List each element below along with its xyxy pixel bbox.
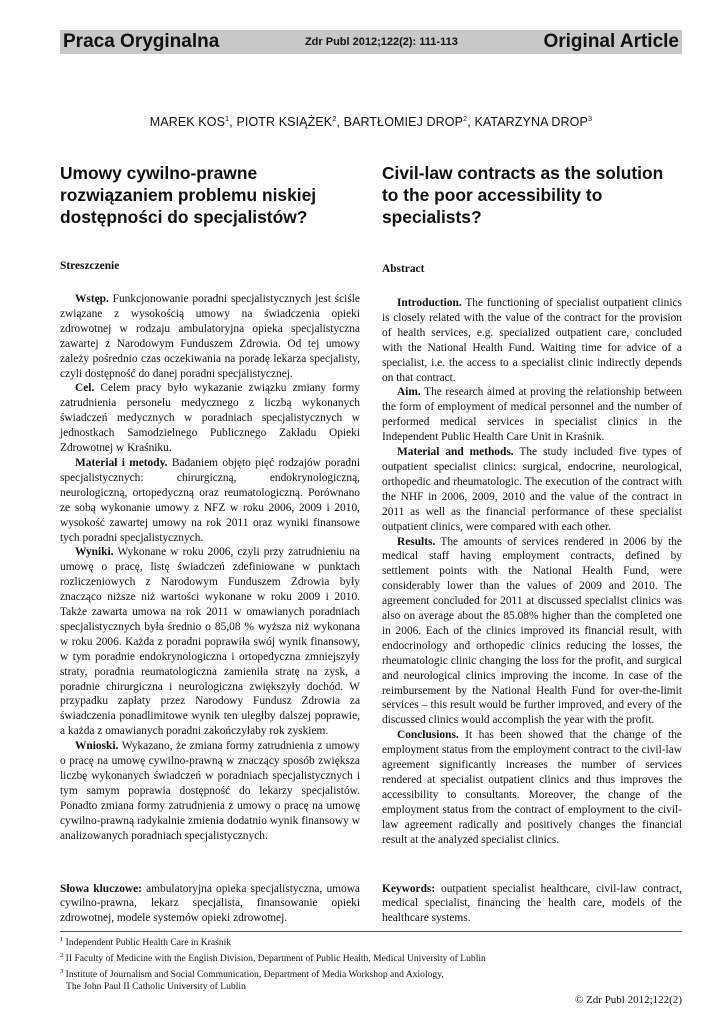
abstract-paragraph bbox=[382, 728, 682, 847]
footnote bbox=[60, 966, 682, 982]
author-name: MAREK KOS bbox=[149, 115, 226, 130]
paragraph-label: Wstęp. bbox=[75, 293, 109, 305]
footnote-text: Independent Public Health Care in Kraśnik bbox=[65, 937, 232, 949]
footnote bbox=[60, 934, 682, 950]
abstract-pl-heading: Streszczenie bbox=[60, 260, 120, 272]
paragraph-text: Celem pracy było wykazanie związku zmiany formy zatrudnienia personelu medycznego z liczbą wykonanych świadczeń medycznych w poradniach specjalistycznych w jednostkach Samodzielnego Publicznego Zakładu Opieki Zdrowotnej w Kraśniku. bbox=[60, 382, 360, 455]
keywords-english bbox=[382, 882, 682, 925]
paragraph-text: The amounts of services rendered in 2006 by the medical staff having employment contracts, defined by settlement points with the National Health Fund, were considerably lower than the values of 2009 and 2010. The agreement concluded for 2011 at discussed specialist clinics was also on average about the 85.08% higher than the completed one in 2006. Each of the clinics improved its financial result, with endocrinology and orthopedic clinics reducing the losses, the rheumatologic clinic changing the loss for the profit, and surgical and neurological clinics improving the income. In case of the reimbursement by the National Health Fund for over-the-limit services – this result would be further improved, and every of the discussed clinics would accomplish the year with the profit. bbox=[382, 535, 682, 727]
paragraph-text: The study included five types of outpatient specialist clinics: surgical, endocrine, neurological, orthopedic and rheumatologic. The execution of the contract with the NHF in 2006, 2009, 2010 and the value of the contract in 2011 as well as the financial performance of these specialist outpatient clinics, were compared with each other. bbox=[382, 446, 682, 533]
paragraph-label: Results. bbox=[397, 535, 436, 548]
abstract-paragraph bbox=[60, 381, 360, 456]
abstract-paragraph bbox=[60, 545, 360, 739]
keywords-text: ambulatoryjna opieka specjalistyczna, umowa cywilno-prawna, lekarz specjalista, finansowanie opieki zdrowotnej, modele systemów opieki zdrowotnej. bbox=[60, 883, 360, 924]
paragraph-label: Material and methods. bbox=[397, 446, 514, 459]
abstract-paragraph bbox=[382, 535, 682, 729]
footnote-text: II Faculty of Medicine with the English Division, Department of Public Health, Medical University of Lublin bbox=[65, 952, 486, 964]
paragraph-label: Materiał i metody. bbox=[75, 456, 168, 469]
journal-header-bar bbox=[60, 30, 682, 54]
abstract-en-heading: Abstract bbox=[382, 263, 425, 275]
paragraph-text: It has been showed that the change of the employment status from the employment contract to the civil-law agreement significantly increases the number of services rendered at specialist outpatient clinics and thus improves the accessibility to consultants. Moreover, the change of the employment status from the contract of employment to the civil-law agreement radically and positively changes the financial result at the analyzed specialist clinics. bbox=[382, 729, 682, 846]
abstract-pl-body bbox=[60, 292, 360, 844]
paragraph-label: Introduction. bbox=[397, 297, 462, 309]
keywords-polish bbox=[60, 882, 360, 925]
author-name: BARTŁOMIEJ DROP bbox=[343, 115, 464, 130]
abstract-paragraph bbox=[382, 445, 682, 534]
author-affiliation-mark: 3 bbox=[587, 114, 593, 123]
footnote bbox=[60, 950, 682, 966]
header-right-label: Original Article bbox=[543, 31, 679, 52]
header-citation: Zdr Publ 2012;122(2): 111-113 bbox=[304, 36, 458, 48]
paragraph-text: Wykonane w roku 2006, czyli przy zatrudnieniu na umowę o pracę, listę świadczeń zdefiniowane w punktach rozliczeniowych z Narodowym Funduszem Zdrowia były znacząco niższe niż wartości wykonane w roku 2009 i 2010. Także zawarta umowa na rok 2011 w omawianych poradniach specjalistycznych była średnio o 85,08 % wyższa niż wykonana w roku 2006. Każda z poradni poprawiła swój wynik finansowy, w tym poradnie endokrynologiczna i ortopedyczna zmniejszyły straty, poradnia reumatologiczna zamieniła stratę na zysk, a poradnie chirurgiczna i neurologiczna zwiększyły dochód. W przypadku zapłaty przez Narodowy Fundusz Zdrowia za świadczenia ponadlimitowe wynik ten uległby dalszej poprawie, a każda z omawianych poradni zakończyłaby rok zyskiem. bbox=[60, 546, 360, 738]
header-left-label: Praca Oryginalna bbox=[63, 31, 220, 52]
paragraph-text: Funkcjonowanie poradni specjalistycznych jest ściśle związane z wysokością umowy na świadczenia opieki zdrowotnej w rodzaju ambulatoryjna opieka specjalistyczna zawartej z Narodowym Funduszem Zdrowia. Od tej umowy zależy pośrednio czas oczekiwania na poradę lekarza specjalisty, czyli dostępność do danej poradni specjalistycznej. bbox=[60, 293, 360, 380]
footnote-divider bbox=[60, 931, 682, 932]
paragraph-label: Wnioski. bbox=[75, 740, 119, 753]
title-polish: Umowy cywilno-prawne rozwiązaniem problemu niskiej dostępności do specjalistów? bbox=[60, 163, 317, 227]
abstract-paragraph bbox=[382, 296, 682, 385]
paragraph-label: Wyniki. bbox=[75, 546, 114, 559]
paragraph-text: Wykazano, że zmiana formy zatrudnienia z umowy o pracę na umowę cywilno-prawną w znaczący sposób zwiększa liczbę wykonanych świadczeń w poradniach specjalistycznych i tym samym poprawia dostępność do lekarzy specjalistów. Ponadto zmiana formy zatrudnienia z umowy o pracę na umowę cywilno-prawną radykalnie zmienia dodatnio wynik finansowy w analizowanych poradniach specjalistycznych. bbox=[60, 740, 360, 842]
author-name: PIOTR KSIĄŻEK bbox=[236, 115, 333, 130]
author-name: KATARZYNA DROP bbox=[474, 115, 588, 130]
abstract-en-body bbox=[382, 296, 682, 848]
footnotes bbox=[60, 934, 682, 994]
keywords-label: Keywords: bbox=[382, 883, 436, 895]
paragraph-label: Cel. bbox=[75, 382, 95, 395]
paragraph-text: The research aimed at proving the relationship between the form of employment of medical personnel and the number of performed medical services in specialist clinics in the Independent Public Health Care Unit in Kraśnik. bbox=[382, 386, 682, 444]
copyright-notice: © Zdr Publ 2012;122(2) bbox=[574, 994, 682, 1006]
abstract-paragraph bbox=[60, 456, 360, 545]
footnote-mark: 3 bbox=[60, 967, 64, 975]
keywords-text: outpatient specialist healthcare, civil-law contract, medical specialist, financing the health care, models of the healthcare systems. bbox=[382, 883, 682, 924]
paragraph-text: Badaniem objęto pięć rodzajów poradni specjalistycznych: chirurgiczną, endokrynologiczną, neurologiczną, ortopedyczną oraz reumatologiczną. Porównano ze sobą wykonanie umowy z NFZ w roku 2006, 2009 i 2010, wysokość zawartej umowy na rok 2011 oraz wyniki finansowe tych poradni specjalistycznych. bbox=[60, 456, 360, 544]
abstract-paragraph bbox=[60, 292, 360, 381]
author-affiliation-mark: 1 bbox=[225, 114, 230, 123]
footnote-text: Institute of Journalism and Social Communication, Department of Media Workshop and Axiology, bbox=[65, 968, 444, 980]
paragraph-label: Conclusions. bbox=[397, 729, 459, 742]
paragraph-text: The functioning of specialist outpatient clinics is closely related with the value of the contract for the provision of health services, e.g. specialized outpatient care, concluded with the National Health Fund. Waiting time for advice of a specialist, i.e. the access to a specialist clinic indirectly depends on that contract. bbox=[382, 297, 682, 384]
title-english: Civil-law contracts as the solution to the poor accessibility to specialists? bbox=[382, 163, 664, 227]
footnote-mark: 2 bbox=[60, 951, 64, 959]
author-affiliation-mark: 2 bbox=[332, 114, 337, 123]
abstract-paragraph bbox=[60, 739, 360, 843]
footnote-mark: 1 bbox=[60, 936, 64, 943]
author-list: MAREK KOS$^1$, PIOTR KSIĄŻEK$^2$, BARTŁOMIEJ DROP$^2$, KATARZYNA DROP$^3$ bbox=[149, 114, 593, 130]
footnote-continuation: The John Paul II Catholic University of Lublin bbox=[66, 981, 246, 993]
author-affiliation-mark: 2 bbox=[463, 114, 468, 123]
abstract-paragraph bbox=[382, 385, 682, 445]
keywords-label: Słowa kluczowe: bbox=[60, 883, 142, 895]
paragraph-label: Aim. bbox=[397, 386, 421, 399]
